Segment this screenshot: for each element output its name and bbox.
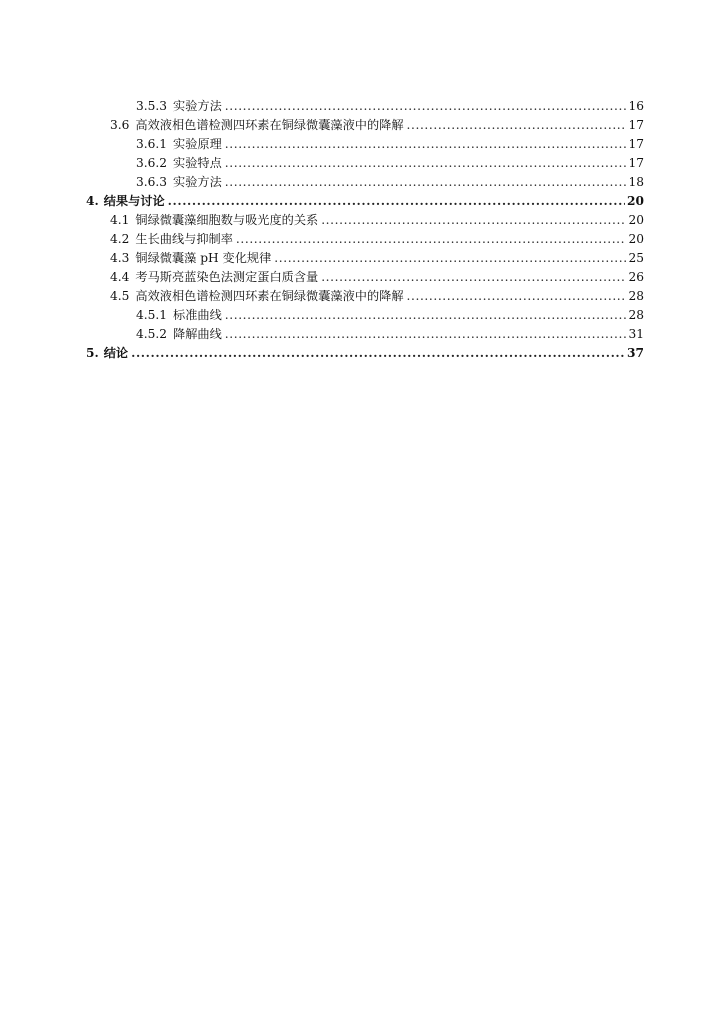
toc-entry-number: 4.1 <box>110 213 130 227</box>
toc-entry-3-6-1[interactable] <box>86 135 644 154</box>
toc-entry-page: 25 <box>628 251 644 265</box>
toc-entry-4-2[interactable] <box>86 230 644 249</box>
toc-entry-4-5-2[interactable] <box>86 325 644 344</box>
toc-entry-title: 生长曲线与抑制率 <box>135 232 233 246</box>
toc-entry-number: 5. <box>86 346 99 360</box>
toc-entry-page: 17 <box>628 137 644 151</box>
toc-entry-title: 结果与讨论 <box>103 194 165 208</box>
toc-entry-title: 降解曲线 <box>173 327 222 341</box>
toc-entry-page: 20 <box>627 194 644 208</box>
toc-entry-number: 3.6.1 <box>136 137 168 151</box>
toc-dot-leader <box>225 97 627 116</box>
toc-entry-number: 4.2 <box>110 232 130 246</box>
toc-dot-leader <box>168 192 625 211</box>
toc-entry-page: 20 <box>628 232 644 246</box>
toc-entry-number: 4.3 <box>110 251 130 265</box>
table-of-contents <box>86 97 644 363</box>
toc-entry-title: 铜绿微囊藻细胞数与吸光度的关系 <box>135 213 319 227</box>
toc-entry-page: 18 <box>628 175 644 189</box>
toc-entry-3-6-3[interactable] <box>86 173 644 192</box>
toc-dot-leader <box>407 287 627 306</box>
toc-entry-number: 4.5.1 <box>136 308 168 322</box>
toc-entry-number: 3.6.3 <box>136 175 168 189</box>
toc-dot-leader <box>321 211 626 230</box>
toc-entry-3-6-2[interactable] <box>86 154 644 173</box>
toc-entry-number: 4.5 <box>110 289 130 303</box>
toc-entry-5[interactable] <box>86 344 644 363</box>
toc-entry-page: 31 <box>628 327 644 341</box>
toc-entry-page: 28 <box>628 289 644 303</box>
toc-dot-leader <box>236 230 627 249</box>
toc-dot-leader <box>274 249 626 268</box>
toc-dot-leader <box>131 344 625 363</box>
toc-entry-title: 实验原理 <box>173 137 222 151</box>
toc-entry-number: 4. <box>86 194 99 208</box>
toc-entry-4-4[interactable] <box>86 268 644 287</box>
toc-entry-3-5-3[interactable] <box>86 97 644 116</box>
toc-entry-page: 37 <box>627 346 644 360</box>
toc-entry-page: 26 <box>628 270 644 284</box>
toc-dot-leader <box>225 325 627 344</box>
toc-entry-page: 17 <box>628 118 644 132</box>
toc-entry-number: 4.5.2 <box>136 327 168 341</box>
toc-entry-page: 17 <box>628 156 644 170</box>
toc-entry-title: 高效液相色谱检测四环素在铜绿微囊藻液中的降解 <box>135 118 404 132</box>
toc-entry-title: 结论 <box>103 346 129 360</box>
toc-dot-leader <box>321 268 626 287</box>
toc-entry-4-3[interactable] <box>86 249 644 268</box>
toc-entry-3-6[interactable] <box>86 116 644 135</box>
toc-entry-4[interactable] <box>86 192 644 211</box>
toc-entry-title: 实验方法 <box>173 99 222 113</box>
toc-dot-leader <box>225 173 627 192</box>
toc-entry-number: 3.6 <box>110 118 130 132</box>
toc-dot-leader <box>407 116 627 135</box>
toc-entry-title: 铜绿微囊藻 pH 变化规律 <box>135 251 272 265</box>
toc-entry-4-1[interactable] <box>86 211 644 230</box>
toc-entry-page: 28 <box>628 308 644 322</box>
toc-entry-title: 高效液相色谱检测四环素在铜绿微囊藻液中的降解 <box>135 289 404 303</box>
toc-entry-number: 3.5.3 <box>136 99 168 113</box>
toc-entry-page: 20 <box>628 213 644 227</box>
toc-entry-page: 16 <box>628 99 644 113</box>
toc-entry-number: 4.4 <box>110 270 130 284</box>
toc-entry-number: 3.6.2 <box>136 156 168 170</box>
toc-entry-title: 标准曲线 <box>173 308 222 322</box>
toc-entry-title: 考马斯亮蓝染色法测定蛋白质含量 <box>135 270 319 284</box>
toc-entry-title: 实验方法 <box>173 175 222 189</box>
toc-entry-title: 实验特点 <box>173 156 222 170</box>
toc-entry-4-5[interactable] <box>86 287 644 306</box>
toc-dot-leader <box>225 306 627 325</box>
toc-dot-leader <box>225 135 627 154</box>
toc-dot-leader <box>225 154 627 173</box>
toc-entry-4-5-1[interactable] <box>86 306 644 325</box>
